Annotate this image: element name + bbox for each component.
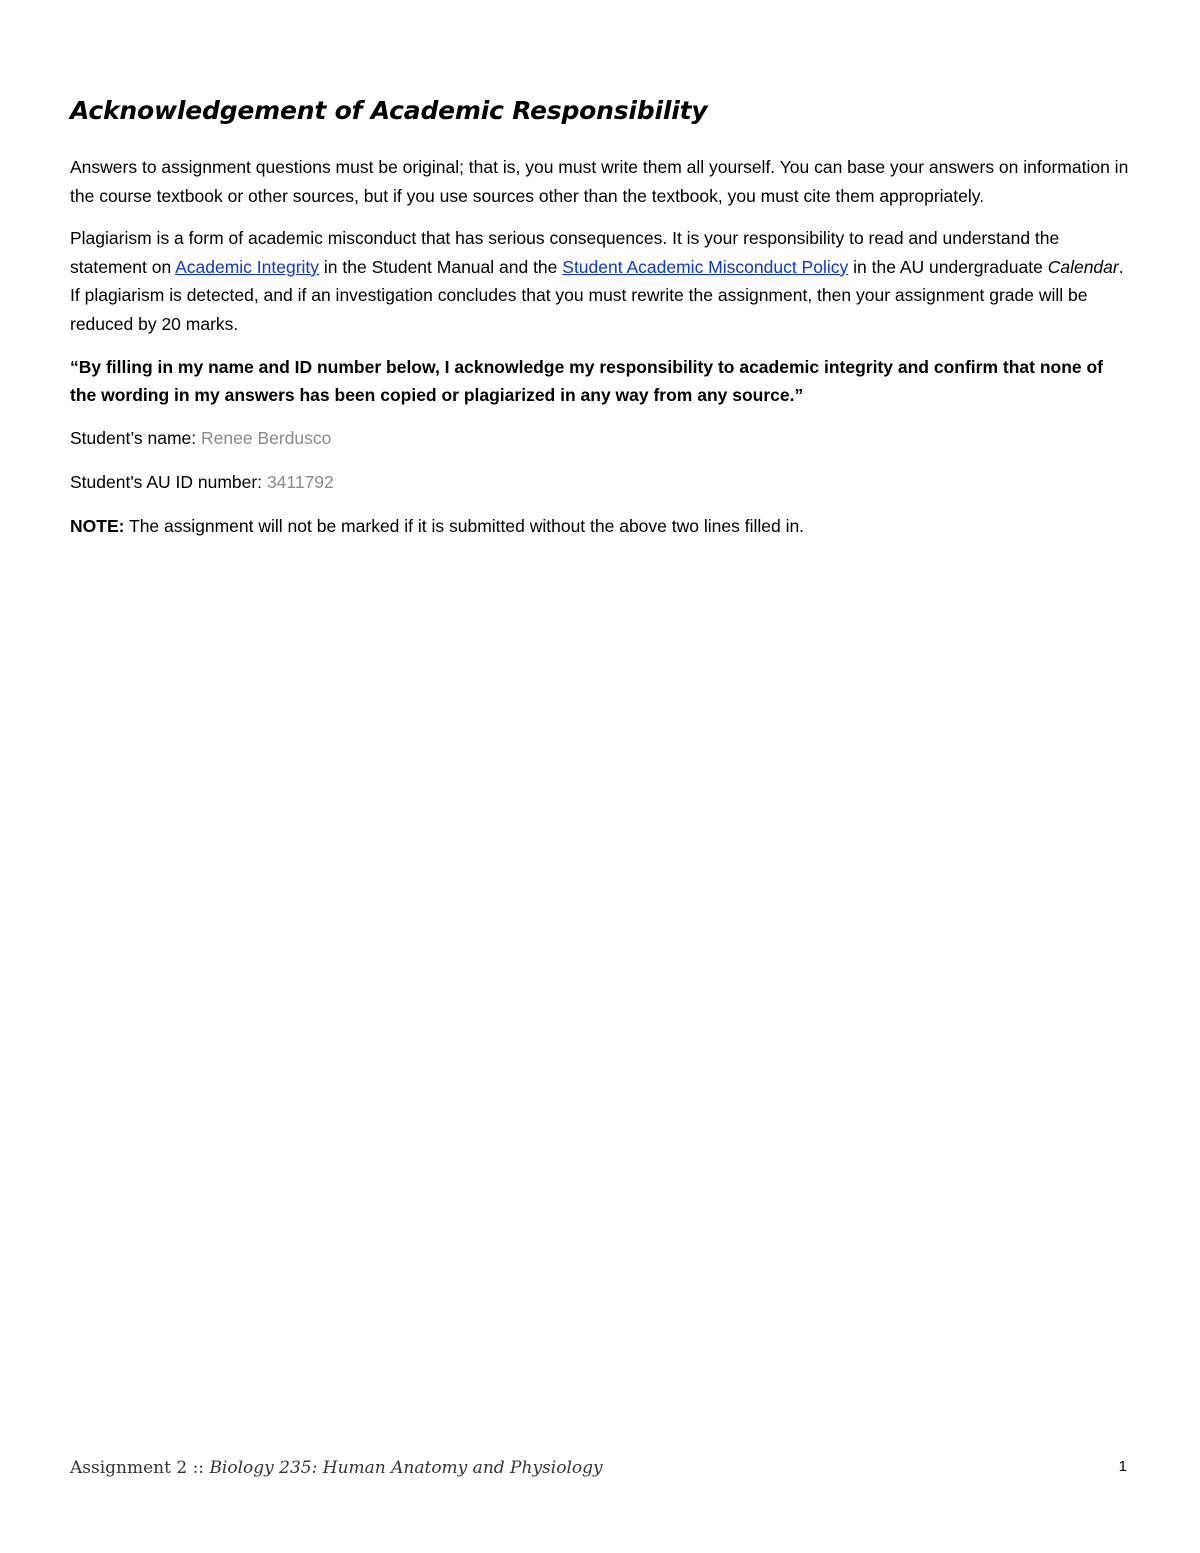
student-id-line (70, 468, 1130, 496)
calendar-italic: Calendar (1047, 256, 1119, 277)
page-footer (70, 1458, 1130, 1478)
academic-integrity-link[interactable]: Academic Integrity (175, 256, 320, 277)
note-text: The assignment will not be marked if it is submitted without the above two lines filled in. (124, 515, 805, 536)
document-page (70, 96, 1130, 554)
footer-course-title: Biology 235: Human Anatomy and Physiology (209, 1458, 603, 1478)
plagiarism-paragraph (70, 224, 1130, 338)
note-label: NOTE: (70, 515, 125, 536)
plagiarism-text-3: in the AU undergraduate (848, 256, 1048, 277)
student-id-field[interactable]: 3411792 (266, 471, 334, 492)
plagiarism-text-4: . If plagiarism is detected, and if an investigation concludes that you must rewrite the assignment, then your assignment grade will be reduced by 20 marks. (70, 256, 1124, 334)
plagiarism-text-1: Plagiarism is a form of academic misconduct that has serious consequences. It is your responsibility to read and understand the statement on (70, 228, 1060, 277)
plagiarism-text-2: in the Student Manual and the (319, 256, 563, 277)
footer-course-info (70, 1458, 603, 1478)
page-number: 1 (1118, 1458, 1127, 1475)
originality-paragraph: Answers to assignment questions must be original; that is, you must write them all yourself. You can base your answers on information in the course textbook or other sources, but if you use sources other than the textbook, you must cite them appropriately. (70, 157, 1129, 206)
misconduct-policy-link[interactable]: Student Academic Misconduct Policy (562, 256, 849, 277)
student-name-label: Student’s name: (70, 427, 197, 448)
student-id-label: Student's AU ID number: (70, 471, 263, 492)
footer-prefix: Assignment 2 :: (70, 1458, 210, 1478)
note-paragraph (70, 512, 1130, 541)
acknowledgement-statement: “By filling in my name and ID number below, I acknowledge my responsibility to academic integrity and confirm that none of the wording in my answers has been copied or plagiarized in any way from any source.” (70, 356, 1103, 406)
student-name-line (70, 424, 1130, 452)
student-name-field[interactable]: Renee Berdusco (201, 427, 332, 448)
page-title: Acknowledgement of Academic Responsibility (70, 96, 708, 125)
